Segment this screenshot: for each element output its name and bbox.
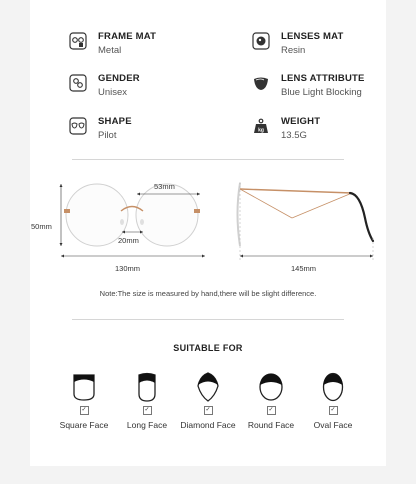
attribute-frame-mat <box>69 30 156 57</box>
attribute-value: 13.5G <box>281 130 307 141</box>
face-oval <box>298 372 368 430</box>
glasses-frame-icon <box>69 32 87 50</box>
face-label: Round Face <box>247 420 295 430</box>
attribute-value: Pilot <box>98 130 117 141</box>
front-view-glasses-illustration <box>55 178 215 268</box>
lens-attribute-icon <box>252 74 270 92</box>
divider <box>72 159 344 160</box>
svg-text:kg: kg <box>258 127 264 134</box>
weight-icon <box>252 117 270 135</box>
face-diamond <box>173 372 243 430</box>
face-square <box>49 372 119 430</box>
attribute-label: WEIGHT <box>281 116 321 127</box>
measurement-note: Note:The size is measured by hand,there will be slight difference. <box>99 289 317 298</box>
check-icon: ✓ <box>81 407 87 413</box>
face-label: Long Face <box>126 420 168 430</box>
attribute-lens-attribute <box>252 72 365 99</box>
divider <box>72 319 344 320</box>
attribute-weight <box>252 115 320 142</box>
attribute-shape <box>69 115 132 142</box>
face-round <box>236 372 306 430</box>
bridge-width-label: 20mm <box>118 236 139 245</box>
lens-width-label: 53mm <box>154 182 175 191</box>
gender-icon <box>69 74 87 92</box>
attribute-value: Metal <box>98 45 122 56</box>
check-icon: ✓ <box>268 407 274 413</box>
attribute-label: FRAME MAT <box>98 31 157 42</box>
round-face-icon <box>258 372 284 402</box>
attribute-label: SHAPE <box>98 116 132 127</box>
attribute-lenses-mat <box>252 30 344 57</box>
attribute-value: Blue Light Blocking <box>281 87 362 98</box>
attribute-label: GENDER <box>98 73 140 84</box>
check-icon: ✓ <box>144 407 150 413</box>
face-label: Diamond Face <box>180 420 236 430</box>
face-label: Square Face <box>59 420 109 430</box>
attribute-value: Unisex <box>98 87 128 98</box>
check-icon: ✓ <box>205 407 211 413</box>
attribute-label: LENS ATTRIBUTE <box>281 73 365 84</box>
attribute-gender <box>69 72 140 99</box>
face-long <box>112 372 182 430</box>
oval-face-icon <box>320 372 346 402</box>
frame-width-label: 130mm <box>115 264 141 273</box>
long-face-icon <box>134 372 160 402</box>
lens-height-label: 50mm <box>31 222 52 231</box>
temple-length-label: 145mm <box>291 264 317 273</box>
face-label: Oval Face <box>313 420 353 430</box>
check-icon: ✓ <box>330 407 336 413</box>
suitable-for-title: SUITABLE FOR <box>173 343 243 353</box>
square-face-icon <box>71 372 97 402</box>
diamond-face-icon <box>195 372 221 402</box>
side-view-glasses-illustration <box>232 178 382 268</box>
attribute-label: LENSES MAT <box>281 31 344 42</box>
glasses-shape-icon <box>69 117 87 135</box>
lens-material-icon <box>252 32 270 50</box>
attribute-value: Resin <box>281 45 306 56</box>
